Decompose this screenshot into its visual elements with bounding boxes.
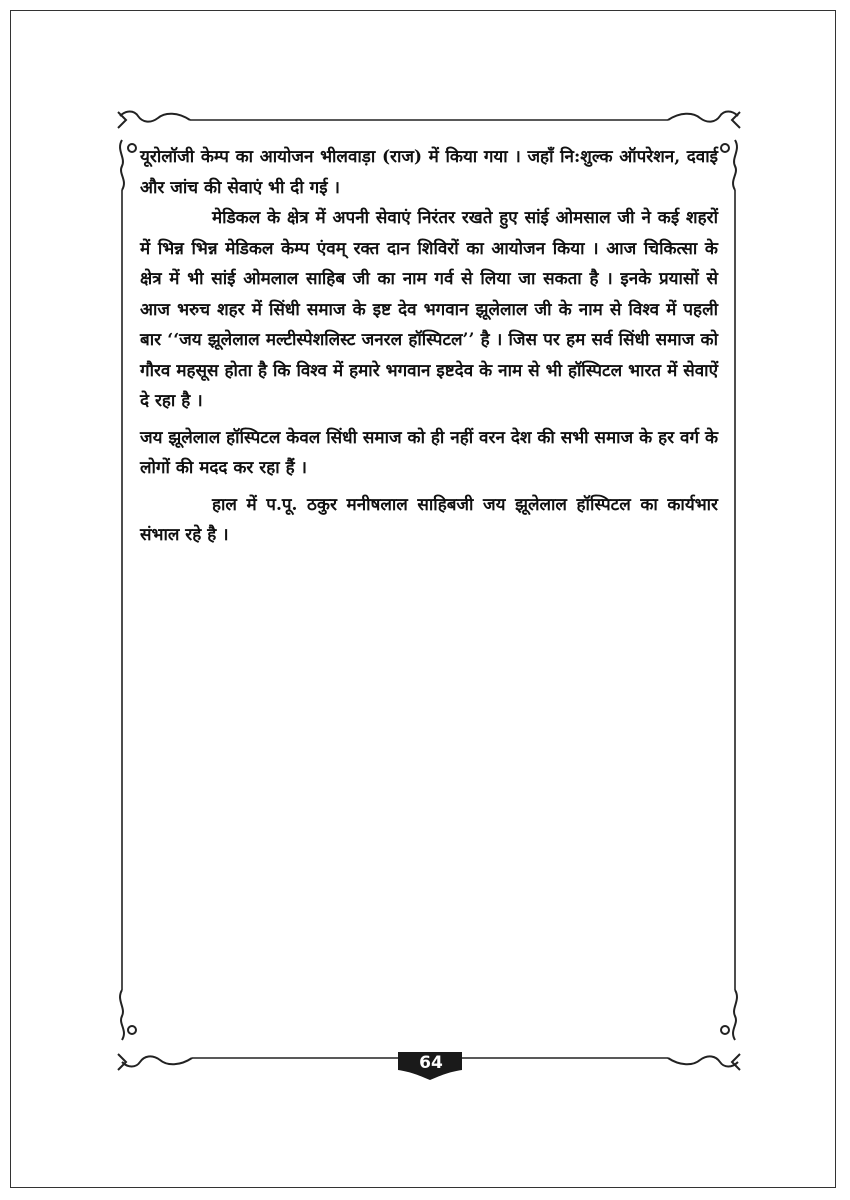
corner-ornament-bottom-left [118,990,192,1070]
page-number: 64 [419,1053,443,1073]
paragraph-3: जय झूलेलाल हॉस्पिटल केवल सिंधी समाज को ही नहीं वरन देश की सभी समाज के हर वर्ग के लोगों की मदद कर रहा हैं । [140,427,718,478]
corner-ornament-bottom-right [668,990,740,1070]
paragraph-2: मेडिकल के क्षेत्र में अपनी सेवाएं निरंतर रखते हुए सांई ओमसाल जी ने कई शहरों में भिन्न भिन्न मेडिकल केम्प एंवम् रक्त दान शिविरों का आयोजन किया । आज चिकित्सा के क्षेत्र में भी सांई ओमलाल साहिब जी का नाम गर्व से लिया जा सकता है । इनके प्रयासों से आज भरुच शहर में सिंधी समाज के इष्ट देव भगवान झूलेलाल जी के नाम से विश्व में पहली बार ‘‘जय झूलेलाल मल्टीस्पेशलिस्ट जनरल हॉस्पिटल’’ है । जिस पर हम सर्व सिंधी समाज को गौरव महसूस होता है कि विश्व में हमारे भगवान इष्टदेव के नाम से भी हॉस्पिटल भारत में सेवाऐं दे रहा है । [140,208,718,411]
paragraph-1: यूरोलॉजी केम्प का आयोजन भीलवाड़ा (राज) में किया गया । जहाँ नि:शुल्क ऑपरेशन, दवाई और जांच की सेवाएं भी दी गई । [140,147,718,198]
body-text [140,142,718,551]
paragraph-4: हाल में प.पू. ठकुर मनीषलाल साहिबजी जय झूलेलाल हॉस्पिटल का कार्यभार संभाल रहे है । [140,494,718,545]
